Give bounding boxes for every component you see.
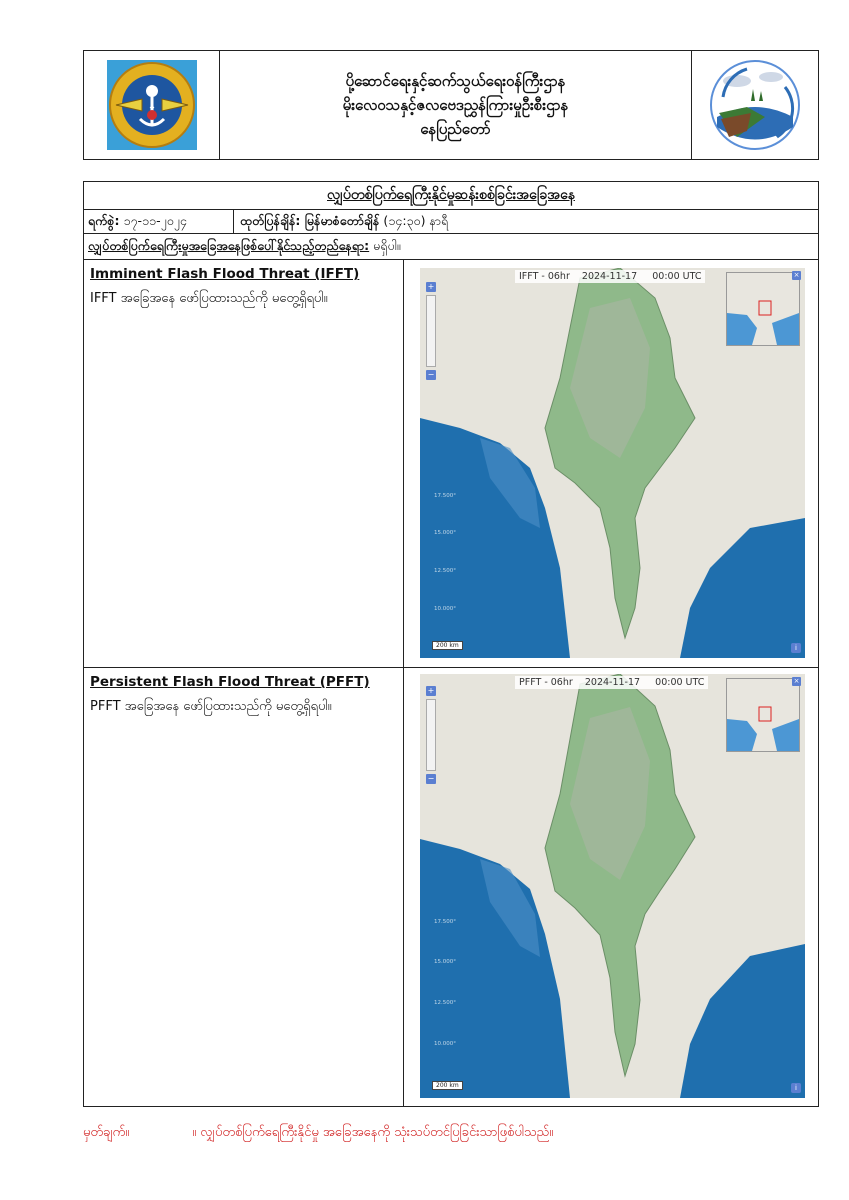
ifft-title: Imminent Flash Flood Threat (IFFT) xyxy=(90,266,360,282)
threat-location-row xyxy=(84,234,818,260)
department-name: မိုးလေဝသနှင့်ဇလဗေဒညွှန်ကြားမှုဦးစီးဌာန xyxy=(342,96,569,114)
issued-time-label: ထုတ်ပြန်ချိန်: မြန်မာစံတော်ချိန် xyxy=(240,213,380,228)
pfft-zoom-in-button[interactable]: + xyxy=(427,686,435,695)
flash-flood-report-table xyxy=(83,181,819,1107)
ifft-zoom-in-button[interactable]: + xyxy=(427,282,435,291)
dmh-logo-cell xyxy=(692,51,818,159)
issued-time-cell xyxy=(234,210,818,233)
city-name: နေပြည်တော် xyxy=(420,120,491,138)
pfft-description: PFFT အခြေအနေ ဖော်ပြထားသည်ကို မတွေ့ရှိရပါ။ xyxy=(90,699,332,714)
pfft-zoom-out-button[interactable]: − xyxy=(427,774,435,783)
pfft-overview-close-button[interactable]: × xyxy=(793,677,800,685)
pfft-row xyxy=(84,668,818,1106)
ifft-info-button[interactable]: i xyxy=(791,643,801,653)
ifft-map[interactable] xyxy=(420,268,805,658)
ifft-map-cell xyxy=(404,260,818,667)
ifft-zoom-slider[interactable] xyxy=(426,295,436,367)
ifft-text-cell xyxy=(84,260,404,667)
ifft-map-title: IFFT - 06hr 2024-11-17 00:00 UTC xyxy=(515,270,705,283)
ifft-lat-label: 17.500° xyxy=(434,493,456,499)
pfft-lat-label: 15.000° xyxy=(434,959,456,965)
pfft-lat-label: 10.000° xyxy=(434,1041,456,1047)
ifft-zoom-out-button[interactable]: − xyxy=(427,370,435,379)
dmh-logo xyxy=(707,57,803,153)
footnote-text: ။ လျှပ်တစ်ပြက်ရေကြီးနိုင်မှု အခြေအနေကို သုံးသပ်တင်ပြခြင်းသာဖြစ်ပါသည်။ xyxy=(192,1125,554,1140)
pfft-zoom-slider[interactable] xyxy=(426,699,436,771)
pfft-map[interactable] xyxy=(420,674,805,1098)
ifft-row xyxy=(84,260,818,668)
date-value: ၁၇-၁၁-၂၀၂၄ xyxy=(123,213,187,228)
letterhead xyxy=(83,50,819,160)
footnote xyxy=(83,1124,819,1143)
ministry-emblem-cell xyxy=(84,51,220,159)
footnote-label: မှတ်ချက်။ xyxy=(83,1125,130,1140)
ifft-overview-map[interactable] xyxy=(726,272,800,346)
ministry-name: ပို့ဆောင်ရေးနှင့်ဆက်သွယ်ရေးဝန်ကြီးဌာန xyxy=(345,72,566,90)
ifft-lat-label: 15.000° xyxy=(434,530,456,536)
date-label: ရက်စွဲ: xyxy=(88,213,120,228)
pfft-scale-bar: 200 km xyxy=(432,1081,463,1090)
pfft-map-cell xyxy=(404,668,818,1106)
ministry-emblem-logo xyxy=(106,59,198,151)
pfft-map-title: PFFT - 06hr 2024-11-17 00:00 UTC xyxy=(515,676,708,689)
date-row xyxy=(84,210,818,234)
threat-location-label: လျှပ်တစ်ပြက်ရေကြီးမှုအခြေအနေဖြစ်ပေါ်နိုင်သည့်တည်နေရာ: xyxy=(88,238,370,253)
issued-time-value: (၁၄:၃၀) နာရီ xyxy=(383,213,449,228)
threat-location-value: မရှိပါ။ xyxy=(373,238,401,253)
ifft-lat-label: 10.000° xyxy=(434,606,456,612)
pfft-title: Persistent Flash Flood Threat (PFFT) xyxy=(90,674,370,690)
date-cell xyxy=(84,210,234,233)
letterhead-title-cell xyxy=(220,51,692,159)
ifft-overview-graphic xyxy=(727,273,799,345)
ifft-overview-close-button[interactable]: × xyxy=(793,271,800,279)
svg-text:◆: ◆ xyxy=(149,104,154,111)
pfft-lat-label: 17.500° xyxy=(434,919,456,925)
ifft-scale-bar: 200 km xyxy=(432,641,463,650)
pfft-overview-graphic xyxy=(727,679,799,751)
ifft-zoom-control xyxy=(426,282,436,382)
pfft-overview-map[interactable] xyxy=(726,678,800,752)
report-title: လျှပ်တစ်ပြက်ရေကြီးနိုင်မှုဆန်းစစ်ခြင်းအခြေအနေ xyxy=(84,182,818,210)
pfft-zoom-control xyxy=(426,686,436,786)
ifft-lat-label: 12.500° xyxy=(434,568,456,574)
ifft-description: IFFT အခြေအနေ ဖော်ပြထားသည်ကို မတွေ့ရှိရပါ။ xyxy=(90,291,328,306)
pfft-text-cell xyxy=(84,668,404,1106)
pfft-lat-label: 12.500° xyxy=(434,1000,456,1006)
pfft-info-button[interactable]: i xyxy=(791,1083,801,1093)
